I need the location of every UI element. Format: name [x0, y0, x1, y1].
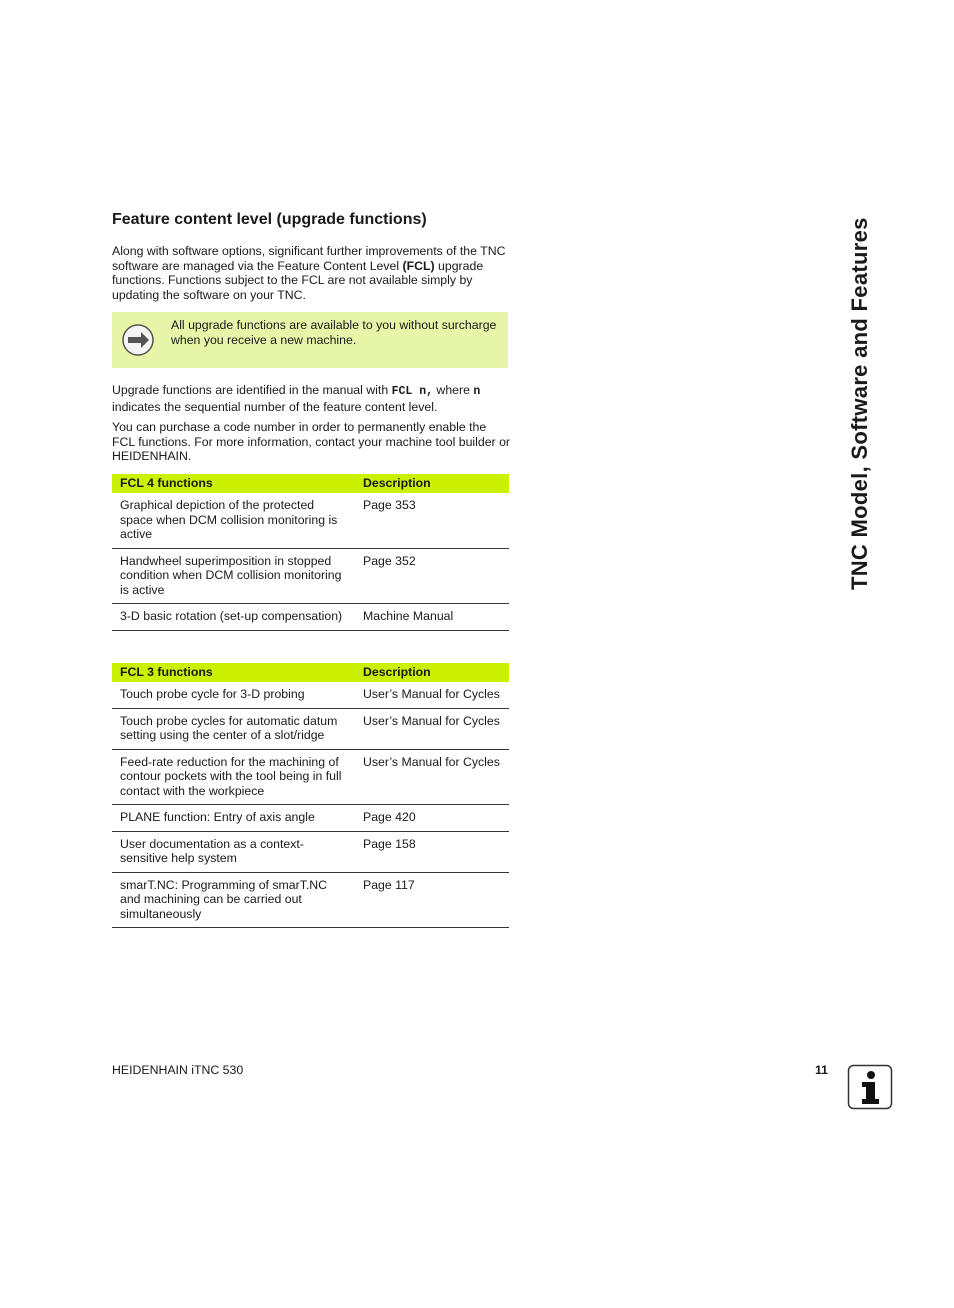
identified-text-3: indicates the sequential number of the feature content level.: [112, 399, 438, 414]
description-cell: User’s Manual for Cycles: [355, 708, 509, 749]
table-row: [112, 493, 509, 548]
description-cell: Page 117: [355, 872, 509, 928]
identified-text-1: Upgrade functions are identified in the manual with: [112, 383, 392, 397]
table-row: [112, 548, 509, 604]
function-cell: 3-D basic rotation (set-up compensation): [112, 604, 355, 631]
table-row: [112, 749, 509, 805]
table-row: [112, 831, 509, 872]
footer-product: HEIDENHAIN iTNC 530: [112, 1063, 244, 1077]
identified-text-2: where: [433, 383, 474, 397]
chapter-side-title: TNC Model, Software and Features: [847, 217, 872, 590]
description-cell: User’s Manual for Cycles: [355, 682, 509, 708]
fcl4-table: [112, 474, 509, 631]
table-row: [112, 872, 509, 928]
table-row: [112, 708, 509, 749]
table-row: [112, 604, 509, 631]
function-cell: Touch probe cycle for 3-D probing: [112, 682, 355, 708]
column-header: FCL 4 functions: [112, 474, 355, 493]
identified-paragraph: [112, 383, 512, 414]
fcl3-table: [112, 663, 509, 928]
function-cell: Graphical depiction of the protected space when DCM collision monitoring is active: [112, 493, 355, 548]
intro-text-2: upgrade functions. Functions subject to the FCL are not available simply by updating the software on your TNC.: [112, 258, 484, 302]
function-cell: PLANE function: Entry of axis angle: [112, 805, 355, 832]
function-cell: smarT.NC: Programming of smarT.NC and machining can be carried out simultaneously: [112, 872, 355, 928]
column-header: FCL 3 functions: [112, 663, 355, 682]
page-number: 11: [815, 1063, 828, 1077]
description-cell: Page 420: [355, 805, 509, 832]
n-code: n: [473, 385, 481, 398]
intro-fcl-bold: (FCL): [402, 258, 435, 273]
note-box: [112, 312, 508, 368]
intro-text-1: Along with software options, significant further improvements of the TNC software are managed via the Feature Content Level: [112, 244, 506, 273]
intro-paragraph: [112, 244, 512, 302]
description-cell: Page 353: [355, 493, 509, 548]
info-icon: [847, 1064, 893, 1110]
function-cell: User documentation as a context-sensitive help system: [112, 831, 355, 872]
purchase-paragraph: You can purchase a code number in order to permanently enable the FCL functions. For more information, contact your machine tool builder or HEIDENHAIN.: [112, 420, 511, 463]
table-row: [112, 682, 509, 708]
column-header: Description: [355, 663, 509, 682]
fcl-code: FCL n,: [391, 385, 434, 398]
section-heading: Feature content level (upgrade functions): [112, 211, 427, 228]
description-cell: Machine Manual: [355, 604, 509, 631]
table-header-row: [112, 474, 509, 493]
function-cell: Feed-rate reduction for the machining of contour pockets with the tool being in full contact with the workpiece: [112, 749, 355, 805]
description-cell: User’s Manual for Cycles: [355, 749, 509, 805]
arrow-right-icon: [122, 324, 154, 356]
description-cell: Page 352: [355, 548, 509, 604]
table-header-row: [112, 663, 509, 682]
description-cell: Page 158: [355, 831, 509, 872]
note-text: All upgrade functions are available to you without surcharge when you receive a new machine.: [171, 318, 497, 347]
function-cell: Handwheel superimposition in stopped condition when DCM collision monitoring is active: [112, 548, 355, 604]
table-row: [112, 805, 509, 832]
function-cell: Touch probe cycles for automatic datum setting using the center of a slot/ridge: [112, 708, 355, 749]
column-header: Description: [355, 474, 509, 493]
